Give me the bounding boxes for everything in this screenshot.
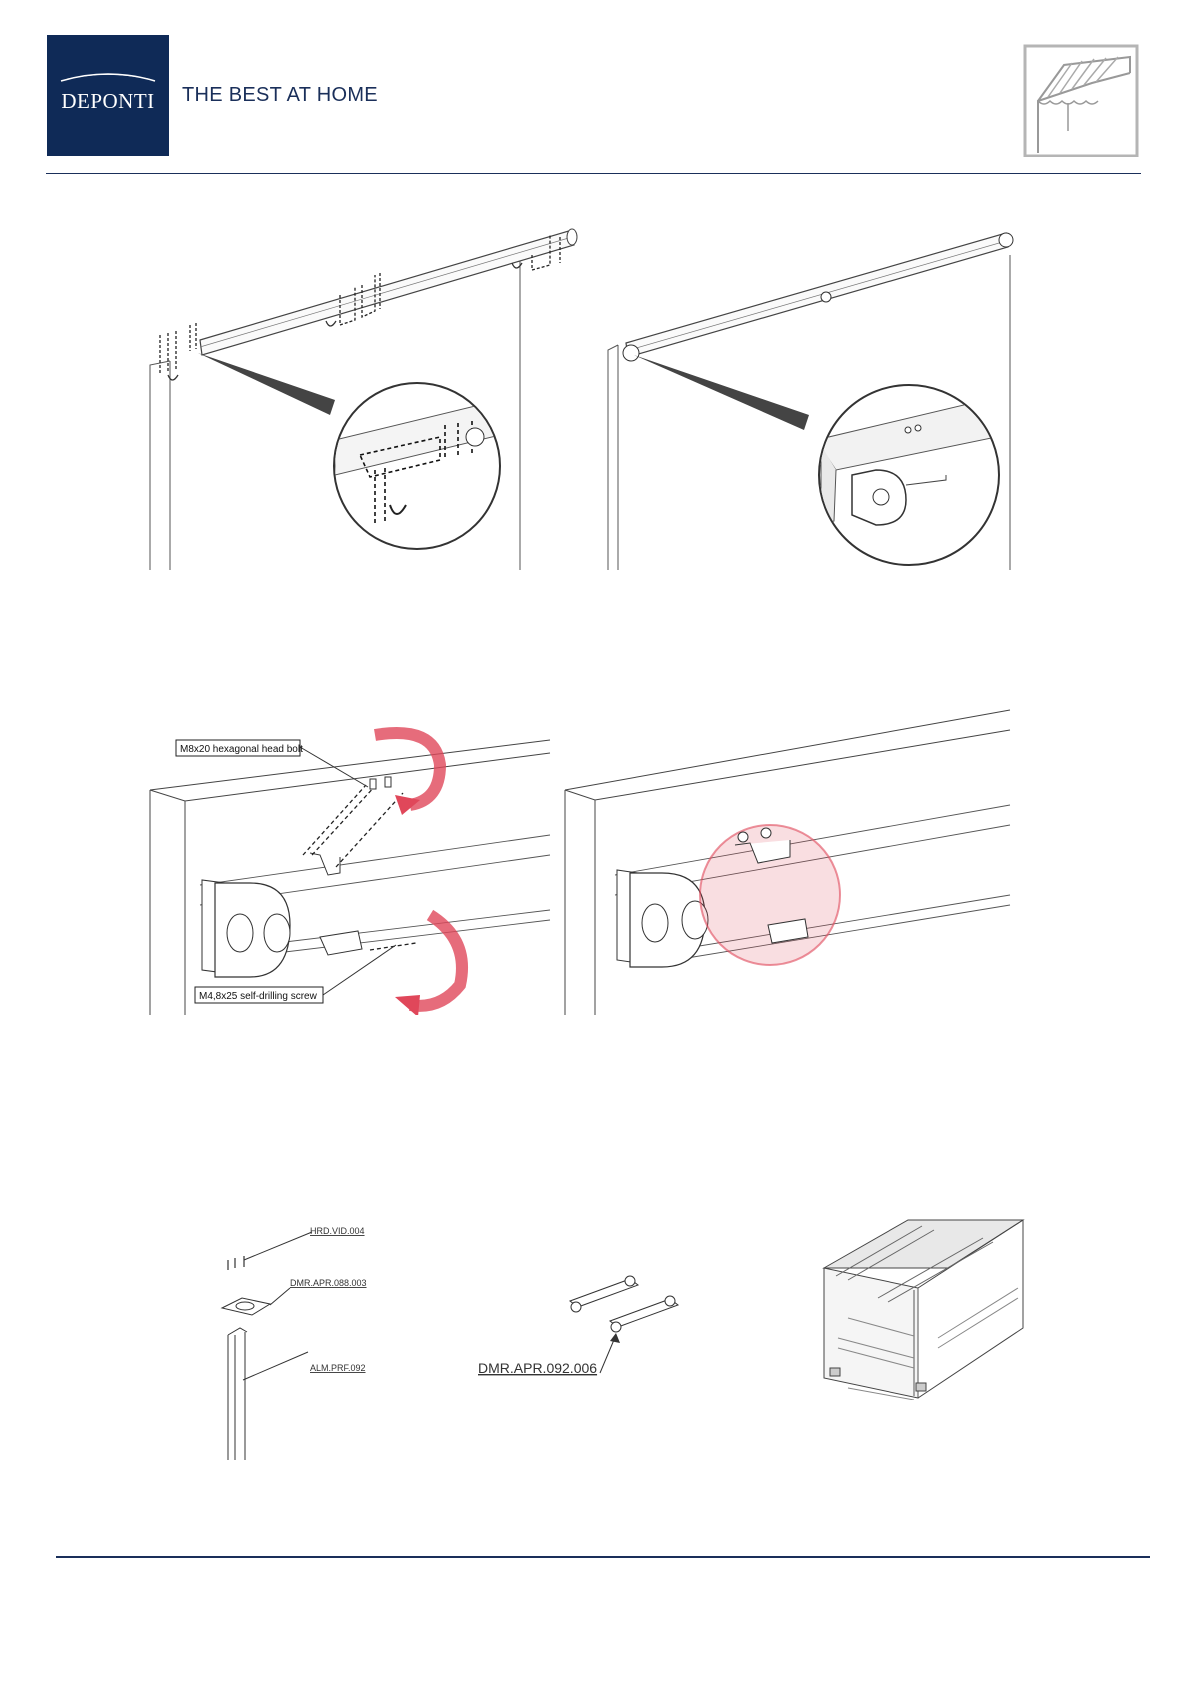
svg-text:M4,8x25 self-drilling screw: M4,8x25 self-drilling screw xyxy=(199,991,317,1002)
bolt-callout xyxy=(176,740,303,756)
svg-text:M8x20 hexagonal head bolt: M8x20 hexagonal head bolt xyxy=(180,744,303,755)
bracket-code-label: DMR.APR.092.006 xyxy=(478,1360,598,1376)
figure-bracket-plates xyxy=(470,1265,710,1385)
figure-profile-section xyxy=(818,1218,1028,1400)
brand-logo xyxy=(47,35,169,156)
tagline: THE BEST AT HOME xyxy=(182,84,378,106)
figure-wall-mount-exploded xyxy=(140,225,580,570)
brand-name: DEPONTI xyxy=(61,89,155,113)
post-code-label: ALM.PRF.092 xyxy=(310,1363,366,1373)
awning-icon xyxy=(1022,43,1140,157)
screw-code-label: HRD.VID.004 xyxy=(310,1226,365,1236)
figure-post-exploded xyxy=(200,1220,380,1460)
figure-bracket-fixing xyxy=(140,705,1020,1015)
header-divider xyxy=(46,173,1141,174)
figure-wall-mount-assembled xyxy=(606,225,1036,570)
screw-callout xyxy=(195,987,323,1003)
plate-code-label: DMR.APR.088.003 xyxy=(290,1278,367,1288)
footer-divider xyxy=(56,1556,1150,1558)
